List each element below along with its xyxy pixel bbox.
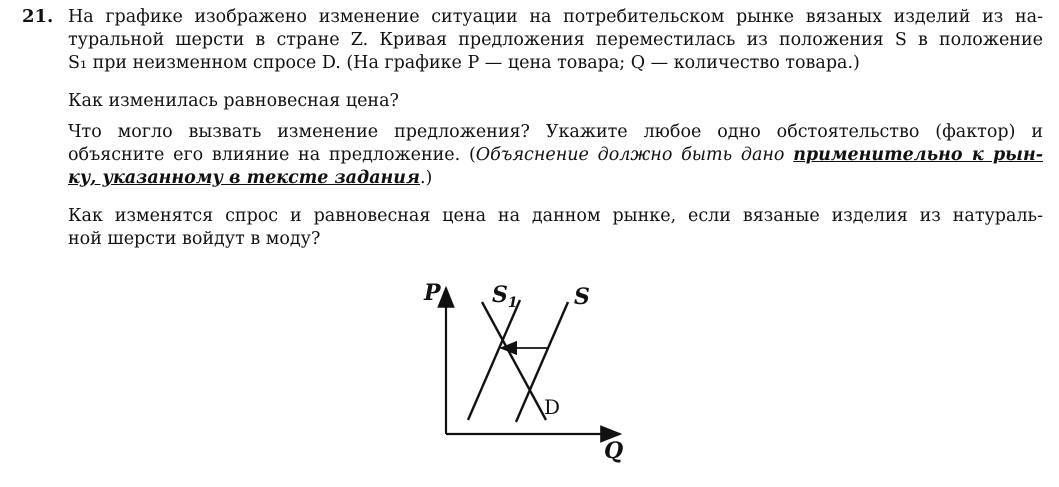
question-part-2 [68, 121, 1043, 190]
x-axis-label: Q [604, 438, 624, 464]
part-2-line-3-end: .) [419, 168, 433, 188]
supply-label-s1 [492, 282, 518, 311]
part-2-line-3-underlined: ку, указанному в тексте задания [68, 168, 420, 188]
question-part-1 [68, 90, 1043, 113]
supply-label-s1-letter: S [492, 282, 508, 308]
demand-label-d: D [544, 395, 561, 419]
part-2-line-2-italic: Объяснение должно быть дано [475, 145, 794, 165]
supply-demand-graph [400, 268, 640, 468]
intro-line-2: туральной шерсти в стране Z. Кривая предложения переместилась из положения S в положение [68, 30, 1043, 50]
part-2-line-3 [68, 167, 1043, 190]
part-2-line-1: Что могло вызвать изменение предложения? Укажите любое одно обстоятельство (фактор) и [68, 122, 1043, 142]
supply-label-s1-subscript: 1 [507, 295, 518, 311]
part-1-text: Как изменилась равновесная цена? [68, 91, 399, 111]
supply-curve-s [516, 302, 568, 422]
part-2-line-2 [68, 144, 1043, 167]
supply-label-s: S [574, 284, 590, 310]
question-number: 21. [22, 6, 54, 27]
part-2-line-2-underlined: применительно к рын- [793, 145, 1044, 165]
demand-curve-d [482, 302, 546, 420]
intro-line-3: S₁ при неизменном спросе D. (На графике P — цена товара; Q — количество товара.) [68, 53, 860, 73]
part-2-line-2-start: объясните его влияние на предложение. ( [68, 145, 476, 165]
question-intro [68, 6, 1043, 75]
part-3-line-2: ной шерсти войдут в моду? [68, 229, 321, 249]
y-axis-label: P [424, 280, 441, 306]
question-part-3 [68, 205, 1043, 251]
intro-line-1: На графике изображено изменение ситуации на потребительском рынке вязаных изделий из на- [68, 7, 1043, 27]
part-3-line-1: Как изменятся спрос и равновесная цена на данном рынке, если вязаные изделия из натураль- [68, 206, 1043, 226]
